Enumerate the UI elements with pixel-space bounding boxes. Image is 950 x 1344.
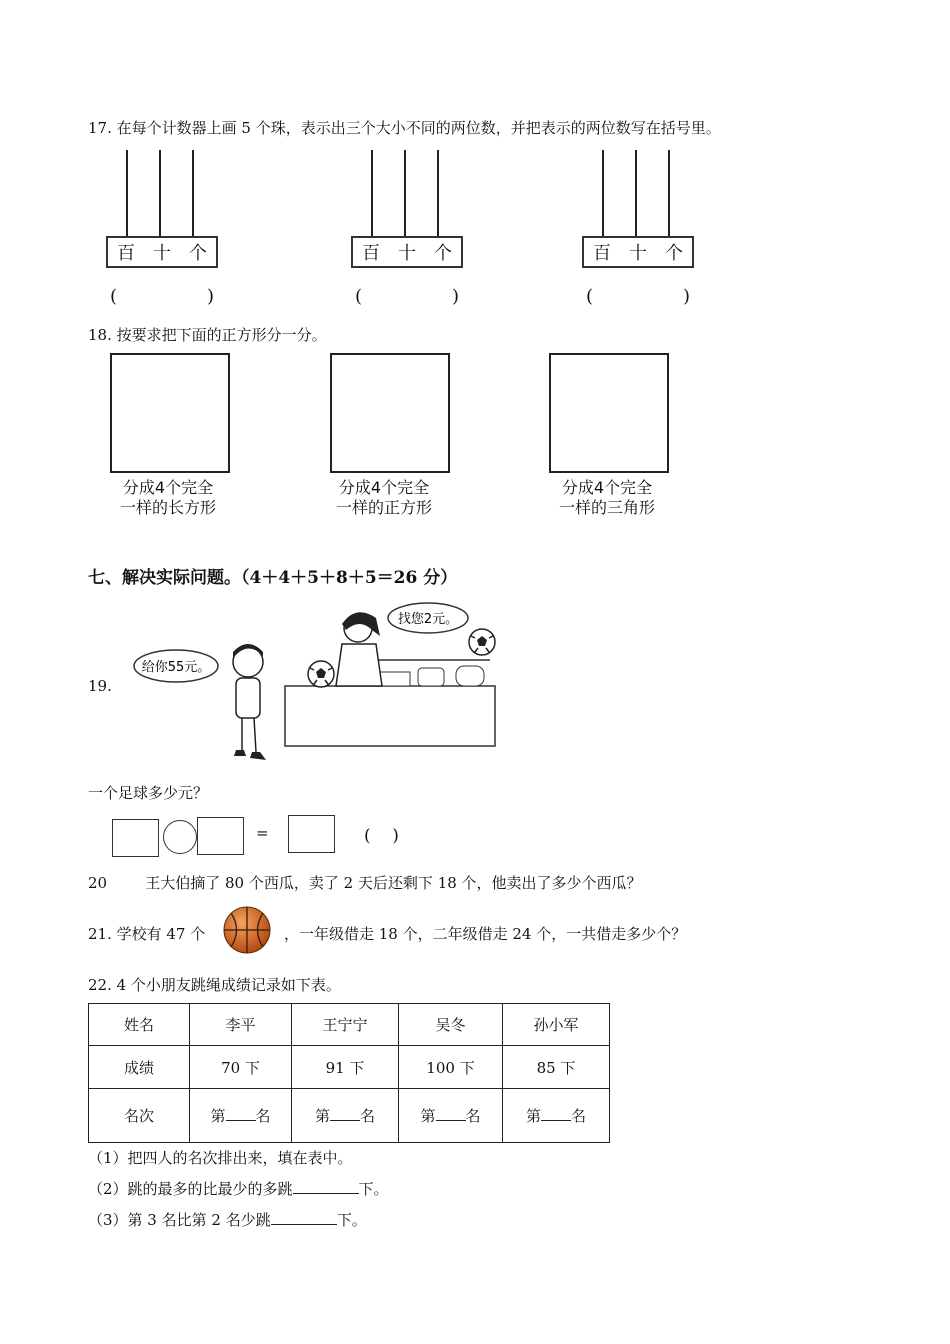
soccer-ball-icon [308,661,334,687]
abacus-label-ones: 个 [434,243,452,264]
question-22-sub1: （1）把四人的名次排出来，填在表中。 [88,1149,353,1167]
shop-counter [285,686,495,746]
table-cell: 85 下 [503,1046,610,1089]
rank-suffix: 名 [571,1107,587,1125]
sub2-blank[interactable] [293,1179,359,1194]
question-21-suffix: ，一年级借走 18 个，二年级借走 24 个，一共借走多少个？ [284,925,687,943]
shop-illustration [130,600,510,772]
answer-box-1[interactable] [112,819,159,857]
table-header-cell: 李平 [190,1004,292,1046]
rank-blank[interactable] [226,1106,256,1121]
rank-prefix: 第 [210,1107,226,1125]
table-header-cell: 吴冬 [399,1004,503,1046]
rank-cell[interactable] [399,1089,503,1143]
table-header-cell: 姓名 [89,1004,190,1046]
question-22-sub2 [88,1178,389,1199]
equals-sign: = [256,824,269,842]
abacus-rod-tens [635,150,637,236]
table-header-cell: 王宁宁 [292,1004,399,1046]
table-cell: 91 下 [292,1046,399,1089]
answer-box-2[interactable] [197,817,244,855]
caption-line: 一样的正方形 [335,498,432,517]
table-row-label: 名次 [89,1089,190,1143]
caption-line: 一样的长方形 [119,498,216,517]
sub3-prefix: （3）第 3 名比第 2 名少跳 [88,1211,271,1229]
rank-blank[interactable] [541,1106,571,1121]
operator-circle[interactable] [163,820,197,854]
paren-close: ) [206,286,214,307]
boy-speech-text: 给你55元。 [141,660,211,675]
answer-box-3[interactable] [288,815,335,853]
answer-parentheses[interactable] [351,286,463,307]
rank-prefix: 第 [420,1107,436,1125]
table-header-cell: 孙小军 [503,1004,610,1046]
table-row [89,1046,610,1089]
abacus-rod-tens [404,150,406,236]
rank-suffix: 名 [360,1107,376,1125]
soccer-ball-icon [469,629,495,655]
paren-close: ) [451,286,459,307]
abacus-rod-ones [192,150,194,236]
rank-suffix: 名 [255,1107,271,1125]
abacus-base [582,236,694,268]
question-19-number: 19. [88,677,112,695]
abacus-label-tens: 十 [398,243,416,264]
abacus-label-ones: 个 [665,243,683,264]
question-18-text: 18. 按要求把下面的正方形分一分。 [88,326,327,344]
section-title: 七、解决实际问题。（4＋4＋5＋8＋5＝26 分） [88,568,458,588]
abacus-rod-hundreds [371,150,373,236]
caption-line: 分成4个完全 [338,478,430,497]
square-3-caption [537,478,677,518]
abacus-rod-ones [668,150,670,236]
square-3[interactable] [549,353,669,473]
sub2-prefix: （2）跳的最多的比最少的多跳 [88,1180,293,1198]
abacus-label-ones: 个 [189,243,207,264]
paren-open: ( [586,286,594,307]
square-2[interactable] [330,353,450,473]
score-table [88,1003,610,1143]
abacus-label-hundreds: 百 [593,243,611,264]
sub2-suffix: 下。 [358,1180,389,1198]
question-17-text: 17. 在每个计数器上画 5 个珠，表示出三个大小不同的两位数，并把表示的两位数写在括号里。 [88,119,721,137]
rank-cell[interactable] [190,1089,292,1143]
paren-close: ) [682,286,690,307]
sub3-suffix: 下。 [336,1211,367,1229]
rank-cell[interactable] [503,1089,610,1143]
table-row-label: 成绩 [89,1046,190,1089]
abacus-label-hundreds: 百 [117,243,135,264]
abacus-label-hundreds: 百 [362,243,380,264]
rank-suffix: 名 [465,1107,481,1125]
abacus-rod-hundreds [126,150,128,236]
paren-open: ( [110,286,118,307]
unit-parentheses[interactable]: ( ) [364,826,399,846]
table-row [89,1004,610,1046]
square-2-caption [314,478,454,518]
question-20-text: 20 王大伯摘了 80 个西瓜，卖了 2 天后还剩下 18 个，他卖出了多少个西瓜？ [88,874,642,892]
question-21-prefix: 21. 学校有 47 个 [88,925,206,943]
caption-line: 分成4个完全 [561,478,653,497]
rank-blank[interactable] [436,1106,466,1121]
abacus-label-tens: 十 [153,243,171,264]
rank-blank[interactable] [330,1106,360,1121]
question-22-text: 22. 4 个小朋友跳绳成绩记录如下表。 [88,976,341,994]
square-1-caption [98,478,238,518]
abacus-base [106,236,218,268]
abacus-2[interactable] [351,150,463,310]
abacus-rod-ones [437,150,439,236]
abacus-1[interactable] [106,150,218,310]
answer-parentheses[interactable] [106,286,218,307]
question-19-question: 一个足球多少元？ [88,784,209,802]
seller-speech-text: 找您2元。 [397,612,459,627]
table-cell: 100 下 [399,1046,503,1089]
abacus-3[interactable] [582,150,694,310]
question-22-sub3 [88,1209,367,1230]
rank-prefix: 第 [525,1107,541,1125]
boy-figure [233,644,266,760]
square-1[interactable] [110,353,230,473]
paren-open: ( [355,286,363,307]
sub3-blank[interactable] [271,1210,337,1225]
caption-line: 一样的三角形 [558,498,655,517]
basketball-icon [222,905,272,955]
abacus-label-tens: 十 [629,243,647,264]
seller-figure [336,612,382,686]
table-row [89,1089,610,1143]
rank-cell[interactable] [292,1089,399,1143]
answer-parentheses[interactable] [582,286,694,307]
caption-line: 分成4个完全 [122,478,214,497]
rank-prefix: 第 [314,1107,330,1125]
abacus-rod-hundreds [602,150,604,236]
abacus-rod-tens [159,150,161,236]
table-cell: 70 下 [190,1046,292,1089]
abacus-base [351,236,463,268]
